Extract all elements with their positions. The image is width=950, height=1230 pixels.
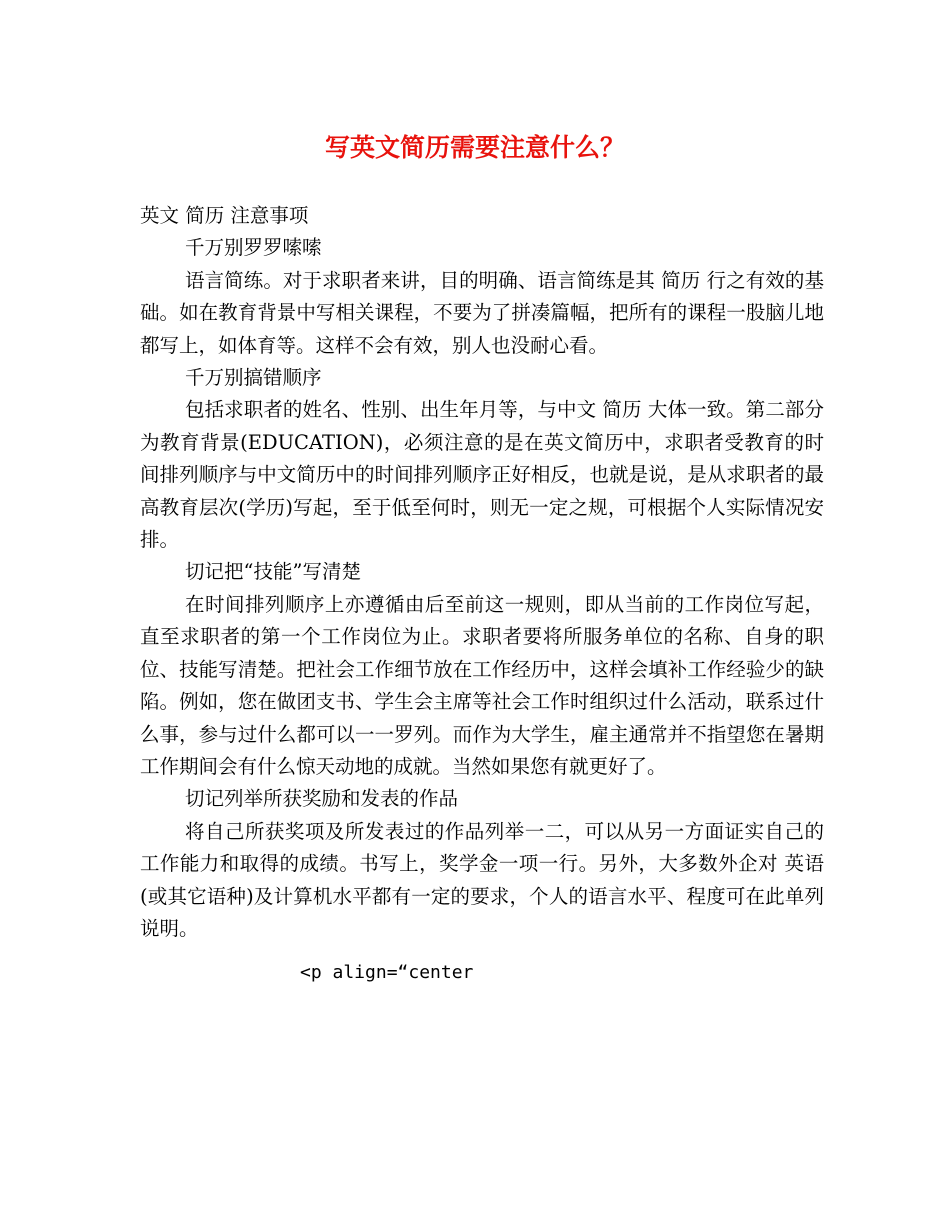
intro-line: 英文 简历 注意事项: [140, 204, 309, 227]
section-paragraph: 包括求职者的姓名、性别、出生年月等，与中文 简历 大体一致。第二部分为教育背景(EDUCATION)，必须注意的是在英文简历中，求职者受教育的时间排列顺序与中文简历中的时间排列顺序正好相反，也就是说，是从求职者的最高教育层次(学历)写起，至于低至何时，则无一定之规，可根据个人实际情况安排。: [140, 398, 824, 552]
section-paragraph: 在时间排列顺序上亦遵循由后至前这一规则，即从当前的工作岗位写起，直至求职者的第一个工作岗位为止。求职者要将所服务单位的名称、自身的职位、技能写清楚。把社会工作细节放在工作经历中，这样会填补工作经验少的缺陷。例如，您在做团支书、学生会主席等社会工作时组织过什么活动，联系过什么事，参与过什么都可以一一罗列。而作为大学生，雇主通常并不指望您在暑期工作期间会有什么惊天动地的成就。当然如果您有就更好了。: [140, 592, 824, 778]
section-heading: 切记列举所获奖励和发表的作品: [185, 787, 459, 811]
section-paragraph: 语言简练。对于求职者来讲，目的明确、语言简练是其 简历 行之有效的基础。如在教育背景中写相关课程，不要为了拼凑篇幅，把所有的课程一股脑儿地都写上，如体育等。这样不会有效，别人也没耐心看。: [140, 268, 824, 357]
section-paragraph: 将自己所获奖项及所发表过的作品列举一二，可以从另一方面证实自己的工作能力和取得的成绩。书写上，奖学金一项一行。另外，大多数外企对 英语 (或其它语种)及计算机水平都有一定的要求，个人的语言水平、程度可在此单列说明。: [140, 819, 824, 940]
section-heading: 切记把“技能”写清楚: [185, 560, 361, 584]
document-title: 写英文简历需要注意什么？: [324, 133, 625, 162]
section-heading: 千万别搞错顺序: [185, 366, 322, 390]
section-heading: 千万别罗罗嗦嗦: [185, 236, 322, 260]
trailing-html-fragment: <p align=“center: [300, 962, 474, 984]
document-body: [140, 200, 824, 989]
